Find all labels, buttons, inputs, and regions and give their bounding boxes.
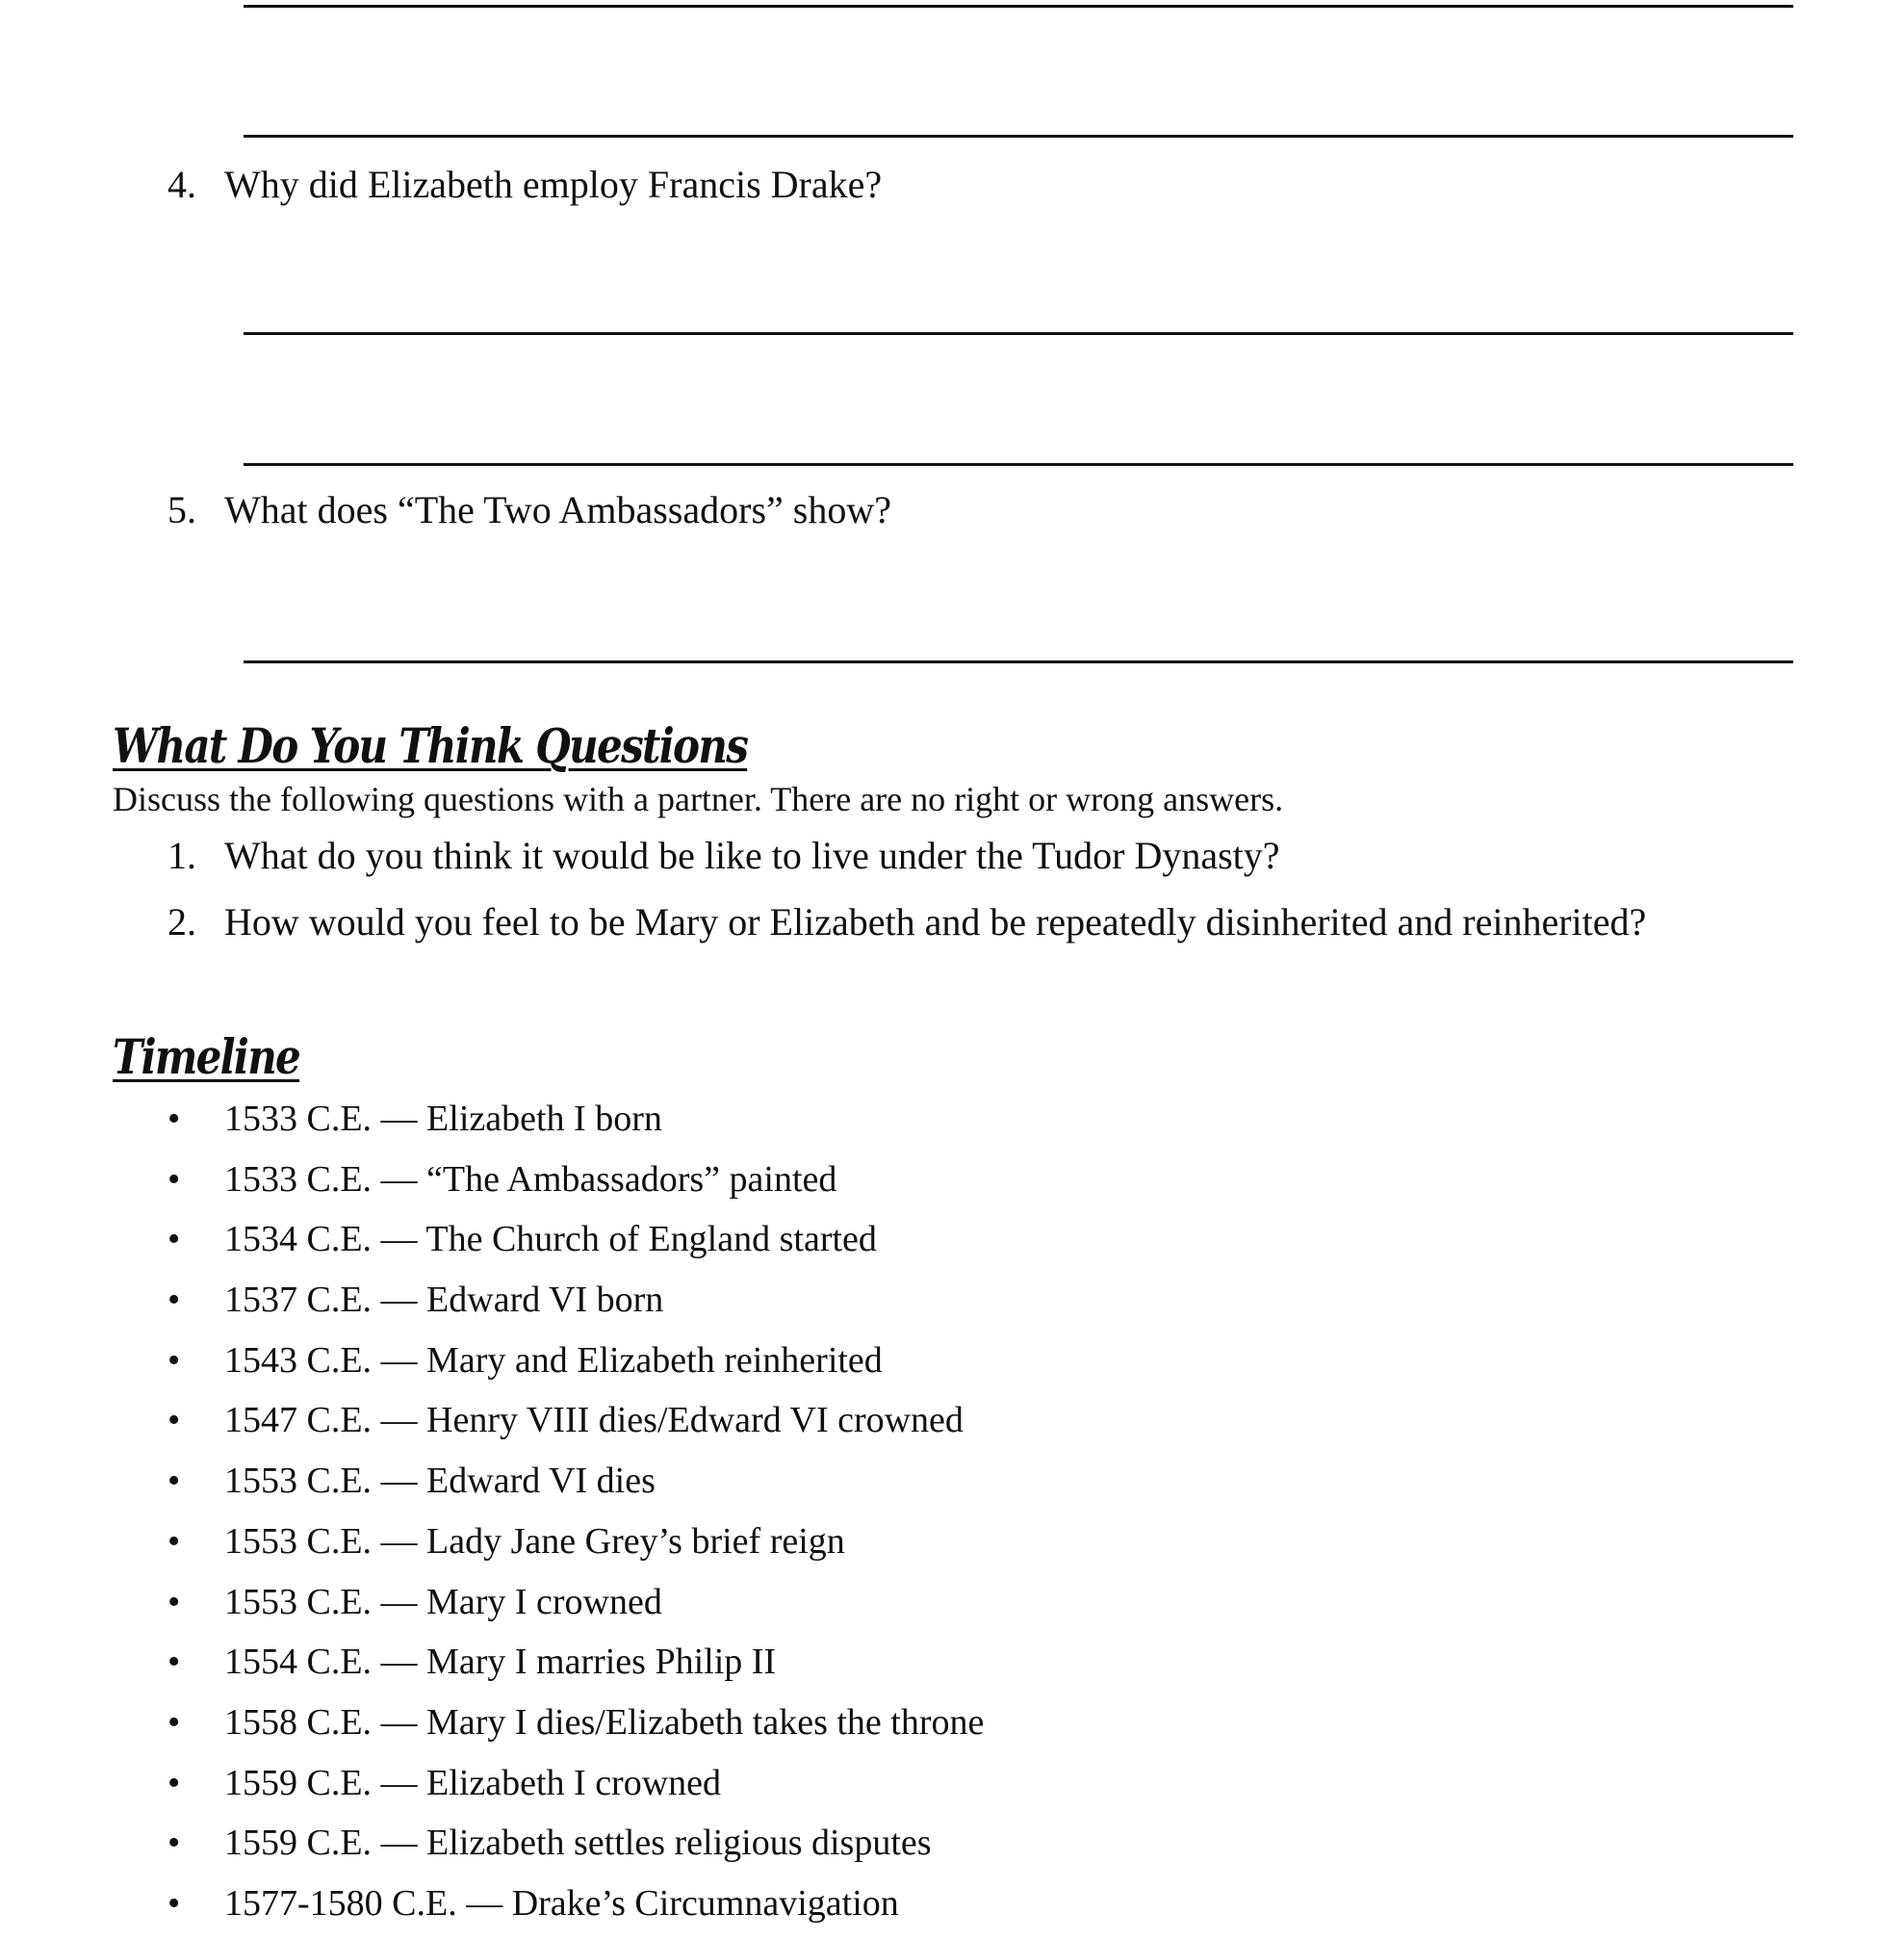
answer-line[interactable] [244, 463, 1793, 466]
bullet-icon: • [167, 1461, 181, 1502]
section-heading-what-do-you-think: What Do You Think Questions [113, 717, 748, 774]
answer-line[interactable] [244, 5, 1793, 8]
bullet-icon: • [167, 1158, 181, 1200]
bullet-icon: • [167, 1701, 181, 1743]
question-text: How would you feel to be Mary or Elizabeth and be repeatedly disinherited and reinherited? [224, 900, 1647, 944]
question-number: 1. [167, 834, 196, 877]
bullet-icon: • [167, 1099, 181, 1139]
answer-line[interactable] [244, 332, 1793, 335]
bullet-icon: • [167, 1400, 181, 1441]
question-number: 2. [167, 900, 196, 944]
question-text: What does “The Two Ambassadors” show? [224, 488, 891, 531]
bullet-icon: • [167, 1823, 181, 1864]
bullet-icon: • [167, 1762, 181, 1803]
bullet-icon: • [167, 1219, 181, 1260]
section-heading-timeline: Timeline [113, 1028, 300, 1085]
answer-line[interactable] [244, 135, 1793, 138]
bullet-icon: • [167, 1581, 181, 1622]
question-number: 4. [167, 163, 196, 206]
bullet-icon: • [167, 1520, 181, 1562]
bullet-icon: • [167, 1280, 181, 1321]
bullet-icon: • [167, 1642, 181, 1683]
bullet-icon: • [167, 1339, 181, 1381]
question-text: What do you think it would be like to live under the Tudor Dynasty? [224, 834, 1280, 877]
question-number: 5. [167, 488, 196, 531]
section-intro: Discuss the following questions with a partner. There are no right or wrong answers. [113, 780, 1284, 818]
answer-line[interactable] [244, 660, 1793, 663]
bullet-icon: • [167, 1882, 181, 1924]
question-text: Why did Elizabeth employ Francis Drake? [224, 163, 883, 206]
